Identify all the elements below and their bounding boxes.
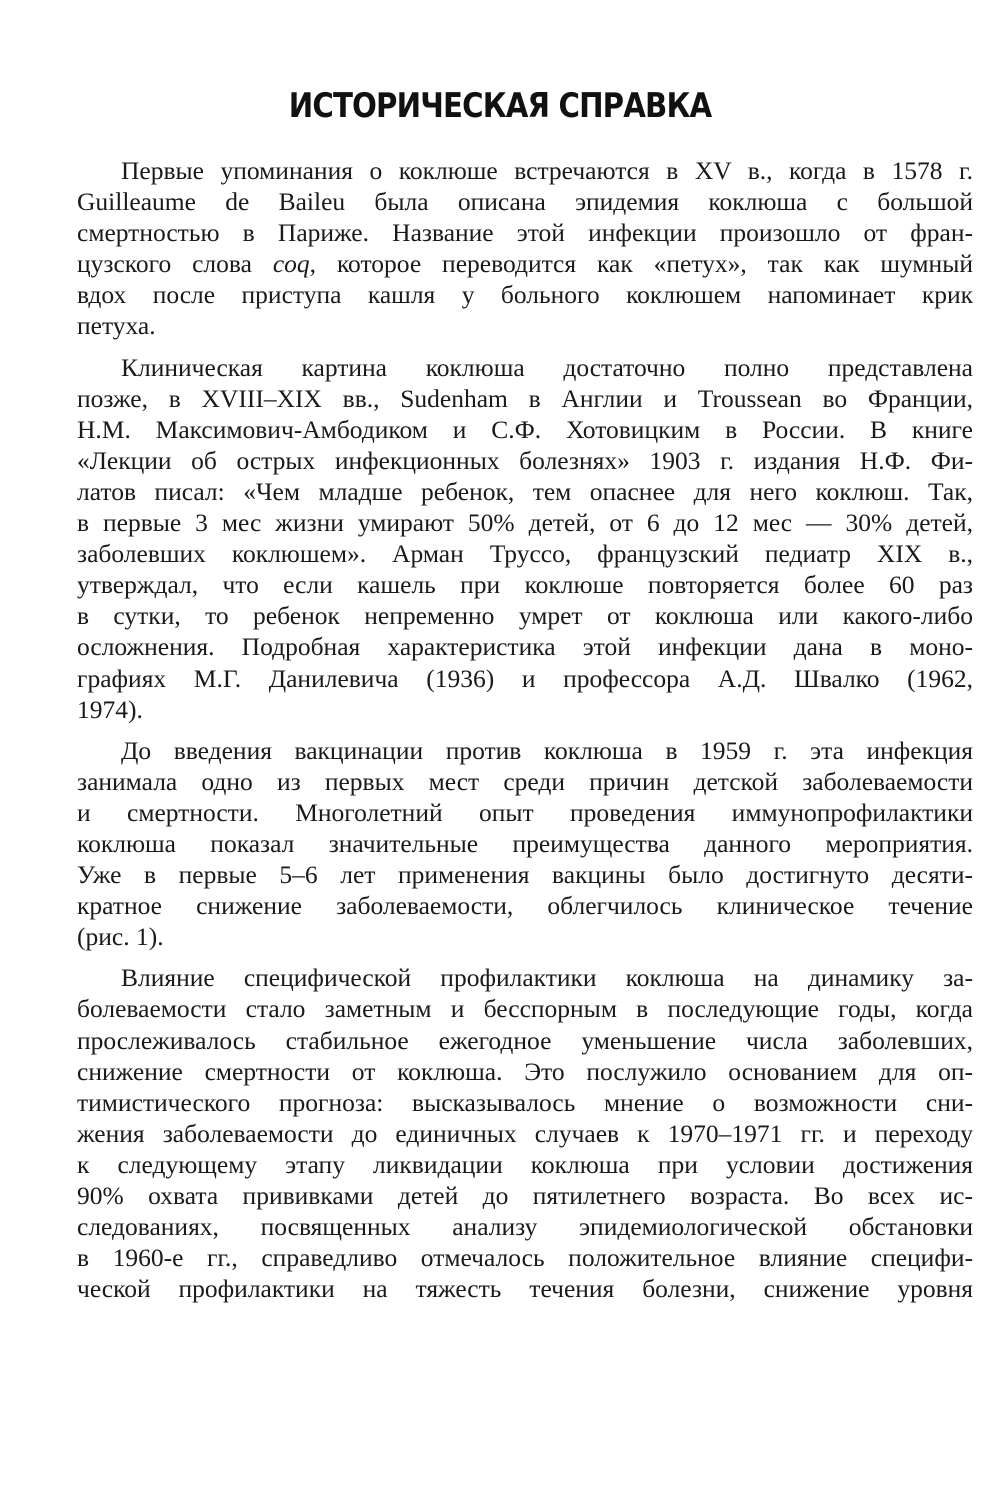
text-line: утверждал, что если кашель при коклюше повторяется более 60 раз <box>77 570 973 600</box>
text-line: Guilleaume de Baileu была описана эпидемия коклюша с большой <box>77 187 973 217</box>
paragraph-gap <box>77 952 973 962</box>
text-line: латов писал: «Чем младше ребенок, тем опаснее для него коклюш. Так, <box>77 476 973 506</box>
text-line: вдох после приступа кашля у больного коклюшем напоминает крик <box>77 280 973 310</box>
text-line: 1974). <box>77 694 143 724</box>
text-line: кратное снижение заболеваемости, облегчилось клиническое течение <box>77 891 973 921</box>
paragraph <box>77 962 973 1304</box>
text-line: и смертности. Многолетний опыт проведения иммунопрофилактики <box>77 797 973 827</box>
text-line: 90% охвата прививками детей до пятилетнего возраста. Во всех ис- <box>77 1181 973 1210</box>
text-line: заболевших коклюшем». Арман Труссо, французский педиатр XIX в., <box>77 539 973 569</box>
text-line: в сутки, то ребенок непременно умрет от коклюша или какого-либо <box>77 601 973 631</box>
text-line: болеваемости стало заметным и бесспорным в последующие годы, когда <box>77 994 973 1024</box>
text-line: позже, в XVIII–XIX вв., Sudenham в Англии и Troussean во Франции, <box>77 383 973 413</box>
text-line: в первые 3 мес жизни умирают 50% детей, от 6 до 12 мес — 30% детей, <box>77 508 973 538</box>
paragraph <box>77 155 973 342</box>
text-line: Влияние специфической профилактики коклюша на динамику за- <box>121 963 973 993</box>
paragraph-gap <box>77 725 973 735</box>
text-line: «Лекции об острых инфекционных болезнях» 1903 г. издания Н.Ф. Фи- <box>77 445 973 475</box>
paragraph <box>77 352 973 725</box>
text-line: к следующему этапу ликвидации коклюша при условии достижения <box>77 1149 973 1179</box>
text-line: жения заболеваемости до единичных случаев к 1970–1971 гг. и переходу <box>77 1118 973 1148</box>
text-line: До введения вакцинации против коклюша в 1959 г. эта инфекция <box>121 735 973 765</box>
text-line: ческой профилактики на тяжесть течения болезни, снижение уровня <box>77 1274 973 1304</box>
text-line: Первые упоминания о коклюше встречаются в XV в., когда в 1578 г. <box>121 156 973 185</box>
text-line: тимистического прогноза: высказывалось мнение о возможности сни- <box>77 1087 973 1117</box>
body-text <box>77 155 973 1304</box>
paragraph-gap <box>77 342 973 352</box>
text-line: следованиях, посвященных анализу эпидемиологической обстановки <box>77 1212 973 1242</box>
text-line: Клиническая картина коклюша достаточно полно представлена <box>121 352 973 382</box>
text-line: занимала одно из первых мест среди причин детской заболеваемости <box>77 766 973 796</box>
text-line: Уже в первые 5–6 лет применения вакцины было достигнуто десяти- <box>77 860 973 890</box>
text-line: смертностью в Париже. Название этой инфекции произошло от фран- <box>77 218 973 248</box>
paragraph <box>77 735 973 953</box>
text-line: коклюша показал значительные преимущества данного мероприятия. <box>77 828 973 858</box>
page-title: ИСТОРИЧЕСКАЯ СПРАВКА <box>288 86 712 126</box>
text-line: цузского слова coq, которое переводится как «петух», так как шумный <box>77 249 973 279</box>
text-line: снижение смертности от коклюша. Это послужило основанием для оп- <box>77 1056 973 1086</box>
text-line: графиях М.Г. Данилевича (1936) и профессора А.Д. Швалко (1962, <box>77 663 973 693</box>
text-line: осложнения. Подробная характеристика этой инфекции дана в моно- <box>77 632 973 662</box>
text-line: (рис. 1). <box>77 922 164 952</box>
text-line: петуха. <box>77 311 156 341</box>
text-line: в 1960-е гг., справедливо отмечалось положительное влияние специфи- <box>77 1243 973 1273</box>
text-line: Н.М. Максимович-Амбодиком и С.Ф. Хотовицким в России. В книге <box>77 414 973 444</box>
text-line: прослеживалось стабильное ежегодное уменьшение числа заболевших, <box>77 1025 973 1055</box>
